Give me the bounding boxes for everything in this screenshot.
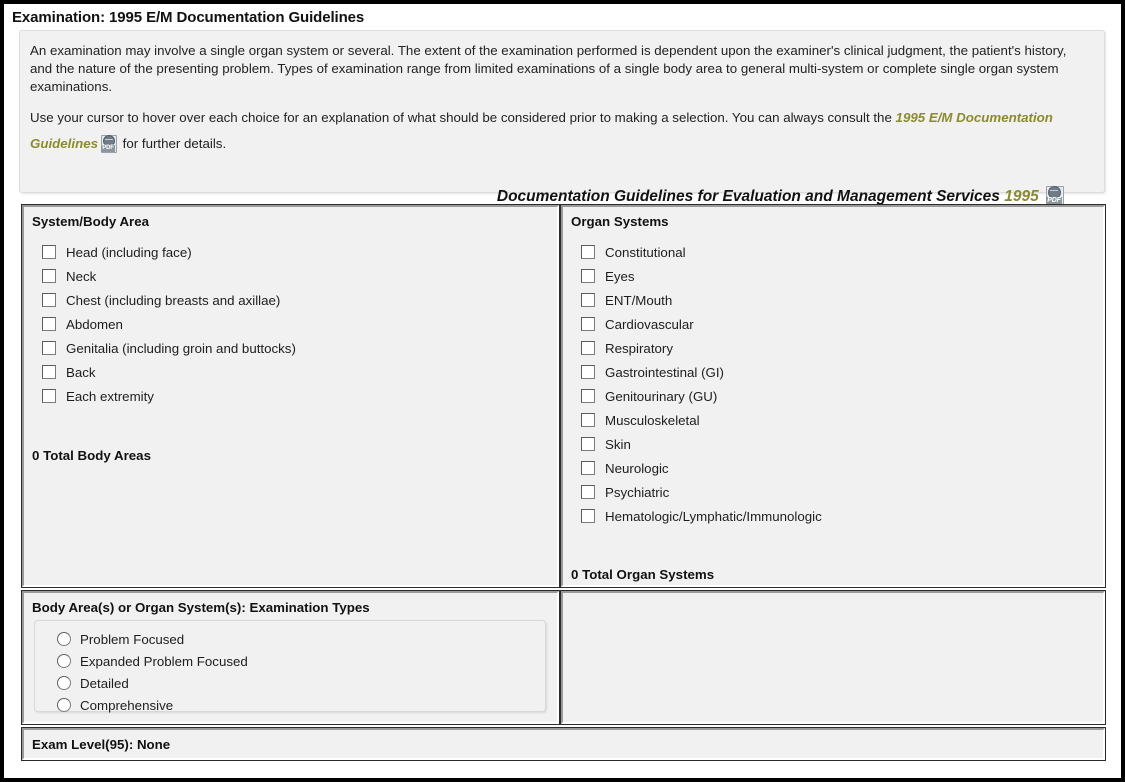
checkbox-row-neck[interactable]: [42, 264, 296, 288]
checkbox-row-neurologic[interactable]: [581, 456, 822, 480]
pdf-icon[interactable]: PDF: [100, 135, 117, 152]
checkbox-respiratory[interactable]: [581, 341, 595, 355]
checkbox-neurologic[interactable]: [581, 461, 595, 475]
checkbox-row-ent-mouth[interactable]: [581, 288, 822, 312]
checkbox-abdomen[interactable]: [42, 317, 56, 331]
intro-paragraph-2-text-before: Use your cursor to hover over each choice for an explanation of what should be considered prior to making a selection. You can always consult the: [30, 110, 896, 125]
checkbox-label-skin: Skin: [605, 436, 631, 452]
page-root: [4, 4, 1121, 778]
examination-types-radio-box: [34, 620, 546, 712]
checkbox-row-head[interactable]: [42, 240, 296, 264]
checkbox-constitutional[interactable]: [581, 245, 595, 259]
checkbox-row-chest[interactable]: [42, 288, 296, 312]
checkbox-cardiovascular[interactable]: [581, 317, 595, 331]
radio-label-detailed: Detailed: [80, 675, 129, 691]
checkbox-eyes[interactable]: [581, 269, 595, 283]
organ-systems-panel: [561, 205, 1105, 587]
checkbox-each-extremity[interactable]: [42, 389, 56, 403]
checkbox-row-constitutional[interactable]: [581, 240, 822, 264]
documentation-guidelines-heading: [497, 186, 1066, 206]
checkbox-gastrointestinal[interactable]: [581, 365, 595, 379]
checkbox-label-neurologic: Neurologic: [605, 460, 669, 476]
checkbox-back[interactable]: [42, 365, 56, 379]
checkbox-label-each-extremity: Each extremity: [66, 388, 154, 404]
checkbox-genitourinary[interactable]: [581, 389, 595, 403]
system-body-area-panel-title: System/Body Area: [32, 214, 150, 229]
checkbox-chest[interactable]: [42, 293, 56, 307]
organ-systems-checklist: [581, 240, 822, 528]
radio-row-problem-focused[interactable]: [57, 628, 248, 650]
examination-types-panel-title: Body Area(s) or Organ System(s): Examination Types: [32, 600, 370, 615]
exam-level-text: Exam Level(95): None: [32, 737, 171, 752]
checkbox-label-psychiatric: Psychiatric: [605, 484, 670, 500]
intro-paragraph-1: An examination may involve a single organ system or several. The extent of the examination performed is dependent upon the examiner's clinical judgment, the patient's history, and the nature of the presenting problem. Types of examination range from limited examinations of a single body area to general multi-system or complete single organ system examinations.: [30, 43, 1067, 94]
checkbox-genitalia[interactable]: [42, 341, 56, 355]
checkbox-row-genitalia[interactable]: [42, 336, 296, 360]
checkbox-label-respiratory: Respiratory: [605, 340, 673, 356]
system-body-area-panel: [22, 205, 559, 587]
radio-row-detailed[interactable]: [57, 672, 248, 694]
checkbox-label-genitalia: Genitalia (including groin and buttocks): [66, 340, 296, 356]
examination-types-radio-list: [57, 628, 248, 716]
radio-label-expanded-problem-focused: Expanded Problem Focused: [80, 653, 248, 669]
checkbox-hematologic[interactable]: [581, 509, 595, 523]
checkbox-row-abdomen[interactable]: [42, 312, 296, 336]
radio-label-problem-focused: Problem Focused: [80, 631, 185, 647]
radio-label-comprehensive: Comprehensive: [80, 697, 174, 713]
documentation-guidelines-heading-text: Documentation Guidelines for Evaluation and Management Services: [496, 188, 1000, 205]
intro-paragraph-2: [30, 105, 1092, 157]
checkbox-row-hematologic[interactable]: [581, 504, 822, 528]
checkbox-label-neck: Neck: [66, 268, 97, 284]
checkbox-row-psychiatric[interactable]: [581, 480, 822, 504]
system-body-area-checklist: [42, 240, 296, 408]
checkbox-label-cardiovascular: Cardiovascular: [605, 316, 694, 332]
checkbox-row-respiratory[interactable]: [581, 336, 822, 360]
empty-right-panel: [561, 591, 1105, 724]
checkbox-label-head: Head (including face): [66, 244, 192, 260]
guidelines-link[interactable]: 1995 E/M Documentation Guidelines: [30, 110, 1053, 151]
radio-row-comprehensive[interactable]: [57, 694, 248, 716]
checkbox-neck[interactable]: [42, 269, 56, 283]
checkbox-label-hematologic: Hematologic/Lymphatic/Immunologic: [605, 508, 822, 524]
checkbox-psychiatric[interactable]: [581, 485, 595, 499]
radio-problem-focused[interactable]: [57, 632, 71, 646]
checkbox-row-genitourinary[interactable]: [581, 384, 822, 408]
checkbox-row-eyes[interactable]: [581, 264, 822, 288]
checkbox-label-eyes: Eyes: [605, 268, 635, 284]
organ-systems-panel-title: Organ Systems: [571, 214, 669, 229]
checkbox-skin[interactable]: [581, 437, 595, 451]
checkbox-row-cardiovascular[interactable]: [581, 312, 822, 336]
radio-comprehensive[interactable]: [57, 698, 71, 712]
checkbox-label-gastrointestinal: Gastrointestinal (GI): [605, 364, 724, 380]
checkbox-label-abdomen: Abdomen: [66, 316, 123, 332]
checkbox-row-skin[interactable]: [581, 432, 822, 456]
exam-level-bar: [22, 728, 1105, 760]
pdf-icon-heading[interactable]: PDF: [1045, 186, 1064, 205]
examination-types-panel: [22, 591, 559, 724]
checkbox-row-gastrointestinal[interactable]: [581, 360, 822, 384]
checkbox-label-chest: Chest (including breasts and axillae): [66, 292, 281, 308]
radio-row-expanded-problem-focused[interactable]: [57, 650, 248, 672]
documentation-guidelines-heading-year: 1995: [1004, 188, 1039, 205]
radio-expanded-problem-focused[interactable]: [57, 654, 71, 668]
checkbox-label-ent-mouth: ENT/Mouth: [605, 292, 673, 308]
intro-panel: [19, 30, 1105, 205]
checkbox-row-each-extremity[interactable]: [42, 384, 296, 408]
total-body-areas-label: 0 Total Body Areas: [32, 448, 151, 463]
checkbox-label-back: Back: [66, 364, 96, 380]
page-title: Examination: 1995 E/M Documentation Guidelines: [12, 9, 365, 26]
checkbox-ent-mouth[interactable]: [581, 293, 595, 307]
total-organ-systems-label: 0 Total Organ Systems: [571, 567, 715, 582]
radio-detailed[interactable]: [57, 676, 71, 690]
checkbox-row-musculoskeletal[interactable]: [581, 408, 822, 432]
checkbox-label-constitutional: Constitutional: [605, 244, 686, 260]
intro-paragraph-2-text-after: for further details.: [118, 136, 227, 151]
checkbox-label-musculoskeletal: Musculoskeletal: [605, 412, 700, 428]
checkbox-head[interactable]: [42, 245, 56, 259]
checkbox-musculoskeletal[interactable]: [581, 413, 595, 427]
checkbox-label-genitourinary: Genitourinary (GU): [605, 388, 718, 404]
checkbox-row-back[interactable]: [42, 360, 296, 384]
